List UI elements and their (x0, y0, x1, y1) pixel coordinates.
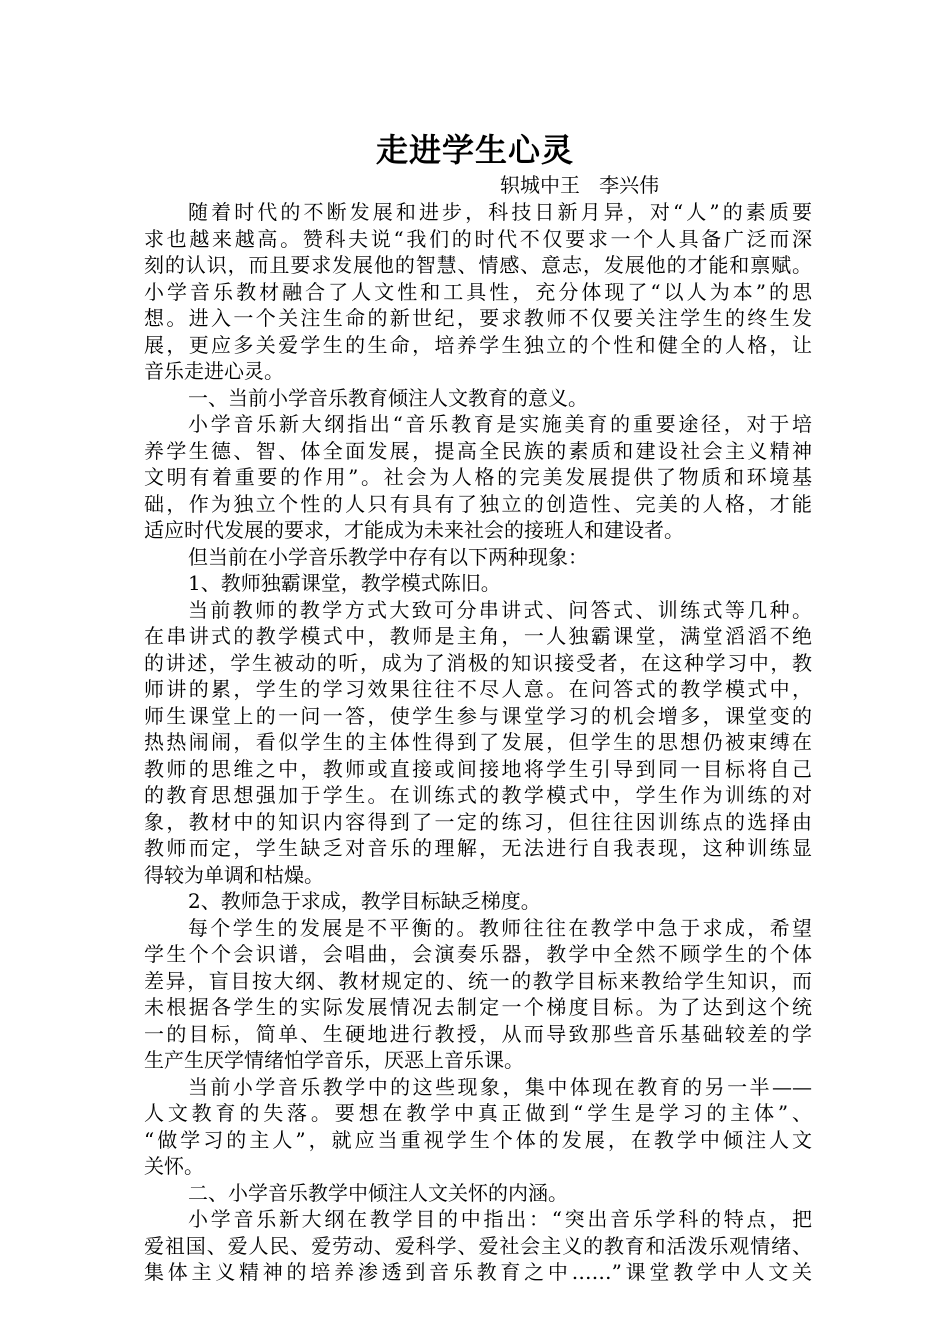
text-line: “做学习的主人”，就应当重视学生个体的发展，在教学中倾注人文 (144, 1127, 812, 1152)
text-line: 小学音乐教材融合了人文性和工具性，充分体现了“以人为本”的思 (144, 279, 812, 304)
text-line: 小学音乐新大纲指出“音乐教育是实施美育的重要途径，对于培 (188, 412, 812, 436)
text-line: 象，教材中的知识内容得到了一定的练习，但往往因训练点的选择由 (144, 809, 812, 834)
text-line: 适应时代发展的要求，才能成为未来社会的接班人和建设者。 (144, 518, 684, 542)
text-line: 1、教师独霸课堂，教学模式陈旧。 (188, 571, 501, 595)
text-line: 一的目标，简单、生硬地进行教授，从而导致那些音乐基础较差的学 (144, 1021, 812, 1046)
text-line: 关怀。 (144, 1154, 204, 1178)
text-line: 爱祖国、爱人民、爱劳动、爱科学、爱社会主义的教育和活泼乐观情绪、 (144, 1233, 812, 1258)
text-line: 养学生德、智、体全面发展，提高全民族的素质和建设社会主义精神 (144, 438, 812, 463)
text-line: 当前教师的教学方式大致可分串讲式、问答式、训练式等几种。 (188, 597, 812, 622)
text-line: 教师而定，学生缺乏对音乐的理解，无法进行自我表现，这种训练显 (144, 836, 812, 860)
text-line: 想。进入一个关注生命的新世纪，要求教师不仅要关注学生的终生发 (144, 306, 812, 330)
text-line: 随着时代的不断发展和进步，科技日新月异，对“人”的素质要 (188, 200, 812, 224)
text-line: 人文教育的失落。要想在教学中真正做到“学生是学习的主体”、 (144, 1101, 812, 1125)
text-line: 当前小学音乐教学中的这些现象，集中体现在教育的另一半—— (188, 1074, 812, 1099)
text-line: 师生课堂上的一问一答，使学生参与课堂学习的机会增多，课堂变的 (144, 703, 812, 728)
text-line: 师讲的累，学生的学习效果往往不尽人意。在问答式的教学模式中， (144, 677, 812, 701)
text-line: 展，更应多关爱学生的生命，培养学生独立的个性和健全的人格，让 (144, 332, 812, 357)
text-line: 在串讲式的教学模式中，教师是主角，一人独霸课堂，满堂滔滔不绝 (144, 624, 812, 648)
text-line: 差异，盲目按大纲、教材规定的、统一的教学目标来教给学生知识，而 (144, 968, 812, 993)
text-line: 集体主义精神的培养渗透到音乐教育之中……”课堂教学中人文关 (144, 1260, 812, 1284)
text-line: 得较为单调和枯燥。 (144, 862, 324, 887)
text-line: 小学音乐新大纲在教学目的中指出：“突出音乐学科的特点，把 (188, 1207, 812, 1231)
text-line: 教师的思维之中，教师或直接或间接地将学生引导到同一目标将自己 (144, 756, 812, 781)
text-line: 音乐走进心灵。 (144, 359, 284, 383)
text-line: 热热闹闹，看似学生的主体性得到了发展，但学生的思想仍被束缚在 (144, 730, 812, 754)
text-line: 但当前在小学音乐教学中存有以下两种现象： (188, 544, 588, 569)
text-line: 础，作为独立个性的人只有具有了独立的创造性、完美的人格，才能 (144, 491, 812, 516)
document-title: 走进学生心灵 (375, 131, 574, 169)
text-line: 求也越来越高。赞科夫说“我们的时代不仅要求一个人具备广泛而深 (144, 226, 812, 251)
text-line: 一、当前小学音乐教育倾注人文教育的意义。 (188, 385, 588, 410)
text-line: 学生个个会识谱，会唱曲，会演奏乐器，教学中全然不顾学生的个体 (144, 942, 812, 966)
text-line: 二、小学音乐教学中倾注人文关怀的内涵。 (188, 1180, 568, 1205)
text-line: 的讲述，学生被动的听，成为了消极的知识接受者，在这种学习中，教 (144, 650, 812, 675)
text-line: 的教育思想强加于学生。在训练式的教学模式中，学生作为训练的对 (144, 783, 812, 807)
text-line: 2、教师急于求成，教学目标缺乏梯度。 (188, 889, 541, 913)
text-line: 刻的认识，而且要求发展他的智慧、情感、意志，发展他的才能和禀赋。 (144, 253, 812, 277)
document-author: 轵城中王 李兴伟 (500, 173, 660, 197)
document-body (144, 199, 812, 1286)
text-line: 文明有着重要的作用”。社会为人格的完美发展提供了物质和环境基 (144, 465, 812, 489)
text-line: 未根据各学生的实际发展情况去制定一个梯度目标。为了达到这个统 (144, 995, 812, 1019)
text-line: 每个学生的发展是不平衡的。教师往往在教学中急于求成，希望 (188, 915, 812, 940)
text-line: 生产生厌学情绪怕学音乐，厌恶上音乐课。 (144, 1048, 524, 1072)
